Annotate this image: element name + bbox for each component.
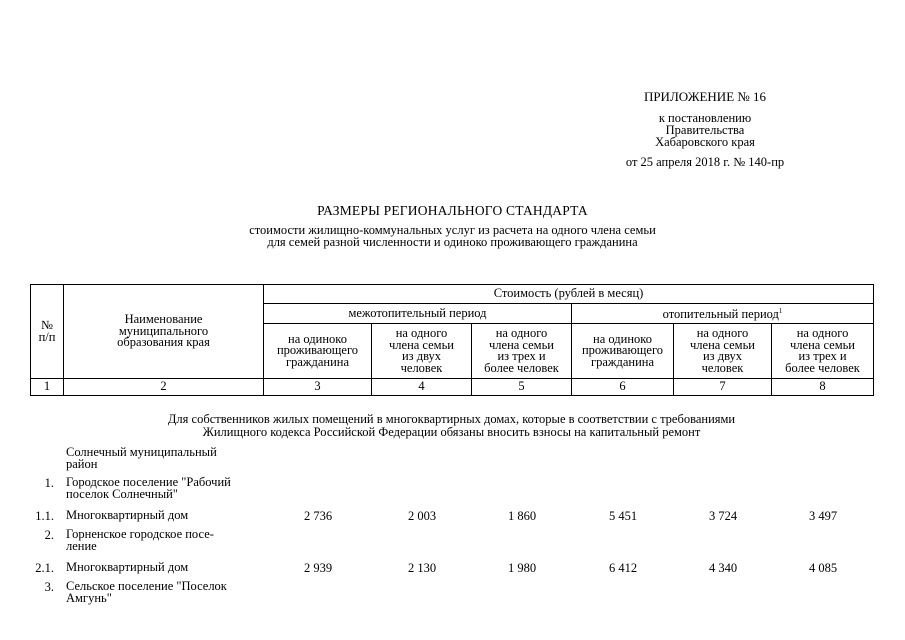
appendix-line-2: Правительства [665, 123, 745, 137]
row-name [66, 561, 266, 573]
row-number: 1.1. [35, 509, 54, 523]
header-sub-line: на одиноко [288, 331, 347, 346]
row-name-line: Сельское поселение "Поселок [66, 579, 227, 593]
row-name-line: ление [66, 539, 97, 553]
row-number: 2.1. [35, 561, 54, 575]
header-sub-line: из трех и [798, 349, 847, 363]
header-sub-line: гражданина [285, 354, 350, 369]
subtitle-line-1: стоимости жилищно-коммунальных услуг из расчета на одного члена семьи [249, 223, 656, 237]
row-name-line: Многоквартирный дом [66, 560, 189, 574]
header-period-inter: межотопительный период [264, 304, 572, 324]
header-sub-line: члена семьи [790, 337, 855, 352]
header-cost: Стоимость (рублей в месяц) [264, 285, 874, 304]
header-sub-line: более человек [785, 360, 860, 375]
header-period-heat [572, 304, 874, 324]
row-name [66, 446, 266, 470]
appendix-line-3: Хабаровского края [655, 135, 755, 149]
row-value-col-3: 2 736 [303, 509, 333, 523]
header-sub-line: на одного [796, 326, 849, 340]
header-sub-col-5 [472, 324, 572, 379]
row-name-line: Солнечный муниципальный [66, 445, 217, 459]
row-value-col-5: 1 860 [507, 509, 537, 523]
row-value-col-4: 2 130 [407, 561, 437, 575]
column-number-8: 8 [772, 379, 874, 396]
header-name-line: Наименование [124, 312, 203, 327]
header-sub-line: на одного [395, 326, 448, 340]
header-sub-line: гражданина [590, 354, 655, 369]
column-number-3: 3 [264, 379, 372, 396]
row-name-line: поселок Солнечный" [66, 487, 178, 501]
header-name [64, 285, 264, 379]
column-number-4: 4 [372, 379, 472, 396]
header-num-line: п/п [38, 329, 56, 344]
document-subtitle [0, 224, 905, 248]
row-number: 2. [44, 528, 54, 542]
appendix-heading: ПРИЛОЖЕНИЕ № 16 [643, 89, 767, 104]
row-value-col-5: 1 980 [507, 561, 537, 575]
standard-table [30, 284, 874, 396]
column-number-7: 7 [674, 379, 772, 396]
row-value-col-4: 2 003 [407, 509, 437, 523]
row-value-col-6: 6 412 [608, 561, 638, 575]
row-value-col-7: 4 340 [708, 561, 738, 575]
row-name [66, 509, 266, 521]
row-name-line: Горненское городское посе- [66, 527, 214, 541]
appendix-line-4: от 25 апреля 2018 г. № 140-пр [625, 155, 785, 169]
header-sub-line: человек [400, 360, 443, 375]
header-sub-line: из трех и [497, 349, 546, 363]
row-value-col-8: 3 497 [808, 509, 838, 523]
header-name-line: образования края [117, 335, 210, 350]
header-sub-line: из двух [702, 349, 743, 363]
document-title: РАЗМЕРЫ РЕГИОНАЛЬНОГО СТАНДАРТА [317, 203, 588, 218]
column-number-5: 5 [472, 379, 572, 396]
column-number-6: 6 [572, 379, 674, 396]
section-line-1: Для собственников жилых помещений в многоквартирных домах, которые в соответствии с требованиями [167, 412, 736, 426]
header-sub-col-7 [674, 324, 772, 379]
header-sub-line: на одного [696, 326, 749, 340]
header-num-line: № [41, 318, 53, 332]
header-sub-line: члена семьи [489, 337, 554, 352]
header-sub-col-3 [264, 324, 372, 379]
row-name [66, 528, 266, 552]
header-num [31, 285, 64, 379]
row-number: 1. [44, 476, 54, 490]
row-name-line: район [66, 457, 98, 471]
column-number-1: 1 [31, 379, 64, 396]
row-value-col-7: 3 724 [708, 509, 738, 523]
column-number-2: 2 [64, 379, 264, 396]
row-name [66, 580, 266, 604]
header-sub-line: человек [701, 360, 744, 375]
header-sub-line: более человек [484, 360, 559, 375]
row-value-col-6: 5 451 [608, 509, 638, 523]
header-sub-col-8 [772, 324, 874, 379]
row-name [66, 476, 266, 500]
header-sub-line: проживающего [276, 343, 359, 358]
header-period-heat-footnote: 1 [778, 307, 783, 316]
header-sub-line: из двух [401, 349, 442, 363]
header-name-line: муниципального [118, 323, 209, 338]
header-sub-col-6 [572, 324, 674, 379]
header-sub-line: члена семьи [690, 337, 755, 352]
section-line-2: Жилищного кодекса Российской Федерации обязаны вносить взносы на капитальный ремонт [202, 425, 701, 439]
row-value-col-8: 4 085 [808, 561, 838, 575]
appendix-line-1: к постановлению [658, 111, 752, 125]
row-name-line: Амгунь" [66, 591, 112, 605]
row-value-col-3: 2 939 [303, 561, 333, 575]
section-heading [30, 413, 873, 439]
header-sub-line: проживающего [581, 343, 664, 358]
row-number: 3. [44, 580, 54, 594]
header-period-heat-label: отопительный период [662, 307, 779, 322]
header-sub-line: на одного [495, 326, 548, 340]
subtitle-line-2: для семей разной численности и одиноко проживающего гражданина [267, 235, 638, 249]
header-sub-col-4 [372, 324, 472, 379]
header-sub-line: на одиноко [593, 331, 652, 346]
row-name-line: Городское поселение "Рабочий [66, 475, 231, 489]
header-sub-line: члена семьи [389, 337, 454, 352]
row-name-line: Многоквартирный дом [66, 508, 189, 522]
